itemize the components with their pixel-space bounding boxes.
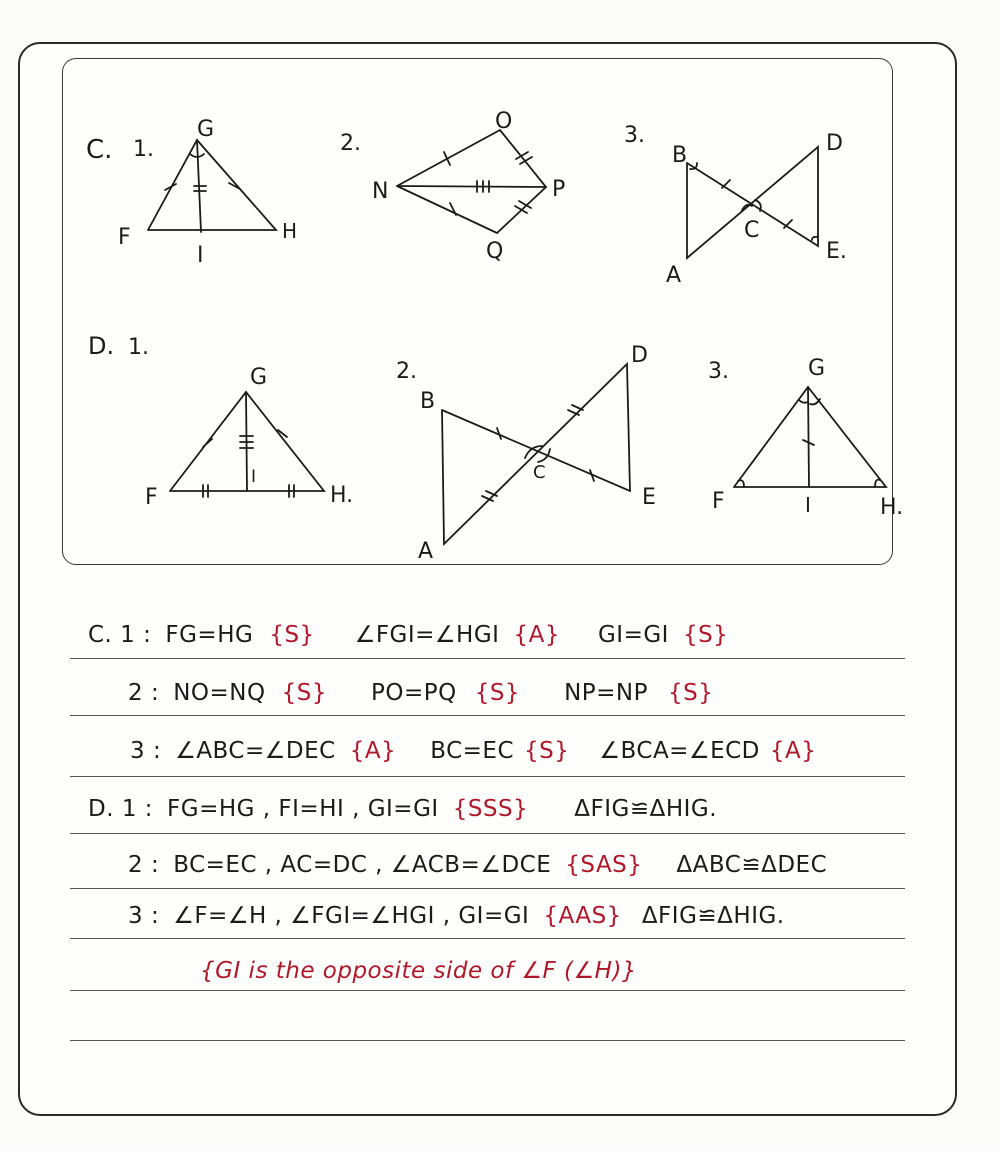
statement: FG=HG , FI=HI , GI=GI bbox=[167, 796, 439, 822]
ruled-line bbox=[70, 1040, 905, 1041]
d1-label-g: G bbox=[250, 365, 268, 390]
c3-number: 3. bbox=[624, 123, 645, 148]
c2-label-n: N bbox=[372, 179, 389, 204]
reason-tag: {S} bbox=[524, 738, 570, 764]
reason-tag: {S} bbox=[269, 622, 315, 648]
reason-tag: {A} bbox=[769, 738, 817, 764]
d1-label-i: I bbox=[251, 467, 257, 487]
d1-tick-fg bbox=[203, 439, 212, 447]
answer-row bbox=[88, 796, 731, 822]
d1-label-f: F bbox=[145, 485, 158, 510]
answer-row-label: C. 1 : bbox=[88, 622, 152, 648]
d3-angle-h bbox=[875, 480, 880, 487]
answer-note: {GI is the opposite side of ∠F (∠H)} bbox=[200, 958, 638, 984]
d2-tick-cd-2 bbox=[572, 405, 583, 410]
figure-d1 bbox=[128, 335, 353, 510]
d3-angle-g-right bbox=[810, 399, 820, 404]
c1-label-g: G bbox=[197, 117, 215, 142]
figure-c3 bbox=[624, 123, 847, 288]
d3-angle-f bbox=[738, 480, 744, 487]
c2-quadrilateral bbox=[397, 130, 546, 233]
statement: ΔFIG≌ΔHIG. bbox=[641, 903, 785, 929]
c3-label-a: A bbox=[666, 263, 682, 288]
statement: ∠ABC=∠DEC bbox=[175, 738, 336, 764]
reason-tag: {A} bbox=[349, 738, 397, 764]
statement: ΔFIG≌ΔHIG. bbox=[574, 796, 718, 822]
statement: FG=HG bbox=[165, 622, 254, 648]
answer-row-label: 3 : bbox=[130, 738, 162, 764]
statement: GI=GI bbox=[597, 622, 669, 648]
answer-row bbox=[128, 903, 799, 929]
d3-label-g: G bbox=[808, 356, 826, 381]
d3-label-f: F bbox=[712, 489, 725, 514]
statement: BC=EC bbox=[430, 738, 515, 764]
statement: ΔABC≌ΔDEC bbox=[676, 852, 828, 878]
d3-triangle bbox=[734, 387, 886, 487]
d2-label-e: E bbox=[642, 485, 656, 510]
c3-label-b: B bbox=[672, 143, 688, 168]
ruled-line bbox=[70, 715, 905, 716]
reason-tag: {S} bbox=[682, 622, 729, 648]
answer-row bbox=[128, 680, 727, 706]
d2-label-a: A bbox=[418, 539, 434, 564]
figure-d3 bbox=[708, 356, 903, 520]
reason-tag: {S} bbox=[281, 680, 327, 706]
ruled-line bbox=[70, 990, 905, 991]
ruled-line bbox=[70, 938, 905, 939]
statement: NP=NP bbox=[564, 680, 648, 706]
reason-tag: {S} bbox=[667, 680, 714, 706]
d2-bowtie bbox=[442, 364, 630, 544]
d3-angle-g-left bbox=[799, 400, 808, 403]
c2-label-p: P bbox=[552, 177, 566, 202]
d2-label-b: B bbox=[420, 389, 436, 414]
figure-d2 bbox=[396, 343, 656, 564]
c1-triangle bbox=[148, 140, 276, 230]
section-d-label: D. bbox=[88, 332, 115, 360]
answer-row bbox=[128, 852, 841, 878]
d1-label-h: H. bbox=[330, 483, 354, 508]
ruled-line bbox=[70, 776, 905, 777]
answer-row-label: D. 1 : bbox=[88, 796, 154, 822]
d3-number: 3. bbox=[708, 359, 729, 384]
reason-tag: {S} bbox=[474, 680, 521, 706]
ruled-line bbox=[70, 658, 905, 659]
c3-label-d: D bbox=[826, 131, 843, 156]
c1-label-i: I bbox=[197, 243, 204, 268]
statement: BC=EC , AC=DC , ∠ACB=∠DCE bbox=[173, 852, 552, 878]
d3-label-i: I bbox=[805, 493, 811, 517]
answer-row-label: 2 : bbox=[128, 852, 160, 878]
ruled-line bbox=[70, 888, 905, 889]
c2-number: 2. bbox=[340, 131, 361, 156]
answer-row-label: 2 : bbox=[128, 680, 160, 706]
c3-angle-c-right bbox=[755, 200, 761, 211]
d2-number: 2. bbox=[396, 359, 417, 384]
c1-label-h: H bbox=[282, 219, 298, 243]
reason-tag: {A} bbox=[513, 622, 560, 648]
statement: ∠BCA=∠ECD bbox=[599, 738, 760, 764]
d3-label-h: H. bbox=[880, 495, 904, 520]
reason-tag: {SAS} bbox=[565, 852, 643, 878]
ruled-line bbox=[70, 833, 905, 834]
statement: ∠F=∠H , ∠FGI=∠HGI , GI=GI bbox=[173, 903, 530, 929]
d2-label-c: C bbox=[533, 462, 546, 483]
figure-c2 bbox=[340, 109, 565, 264]
d1-number: 1. bbox=[128, 335, 149, 360]
c2-label-o: O bbox=[495, 109, 513, 134]
c3-label-e: E. bbox=[826, 239, 847, 264]
c1-number: 1. bbox=[133, 137, 154, 162]
d2-label-d: D bbox=[631, 343, 648, 368]
section-c-label: C. bbox=[86, 135, 113, 165]
answer-row bbox=[88, 622, 742, 648]
c2-label-q: Q bbox=[486, 239, 504, 264]
c3-label-c: C bbox=[744, 218, 760, 243]
reason-tag: {AAS} bbox=[543, 903, 622, 929]
reason-tag: {SSS} bbox=[452, 796, 529, 822]
figure-c1 bbox=[118, 117, 297, 268]
c1-label-f: F bbox=[118, 225, 131, 250]
statement: NO=NQ bbox=[173, 680, 266, 706]
answer-row-label: 3 : bbox=[128, 903, 160, 929]
statement: ∠FGI=∠HGI bbox=[354, 622, 500, 648]
c2-diagonal bbox=[397, 186, 546, 187]
statement: PO=PQ bbox=[370, 680, 457, 706]
answer-row bbox=[130, 738, 830, 764]
